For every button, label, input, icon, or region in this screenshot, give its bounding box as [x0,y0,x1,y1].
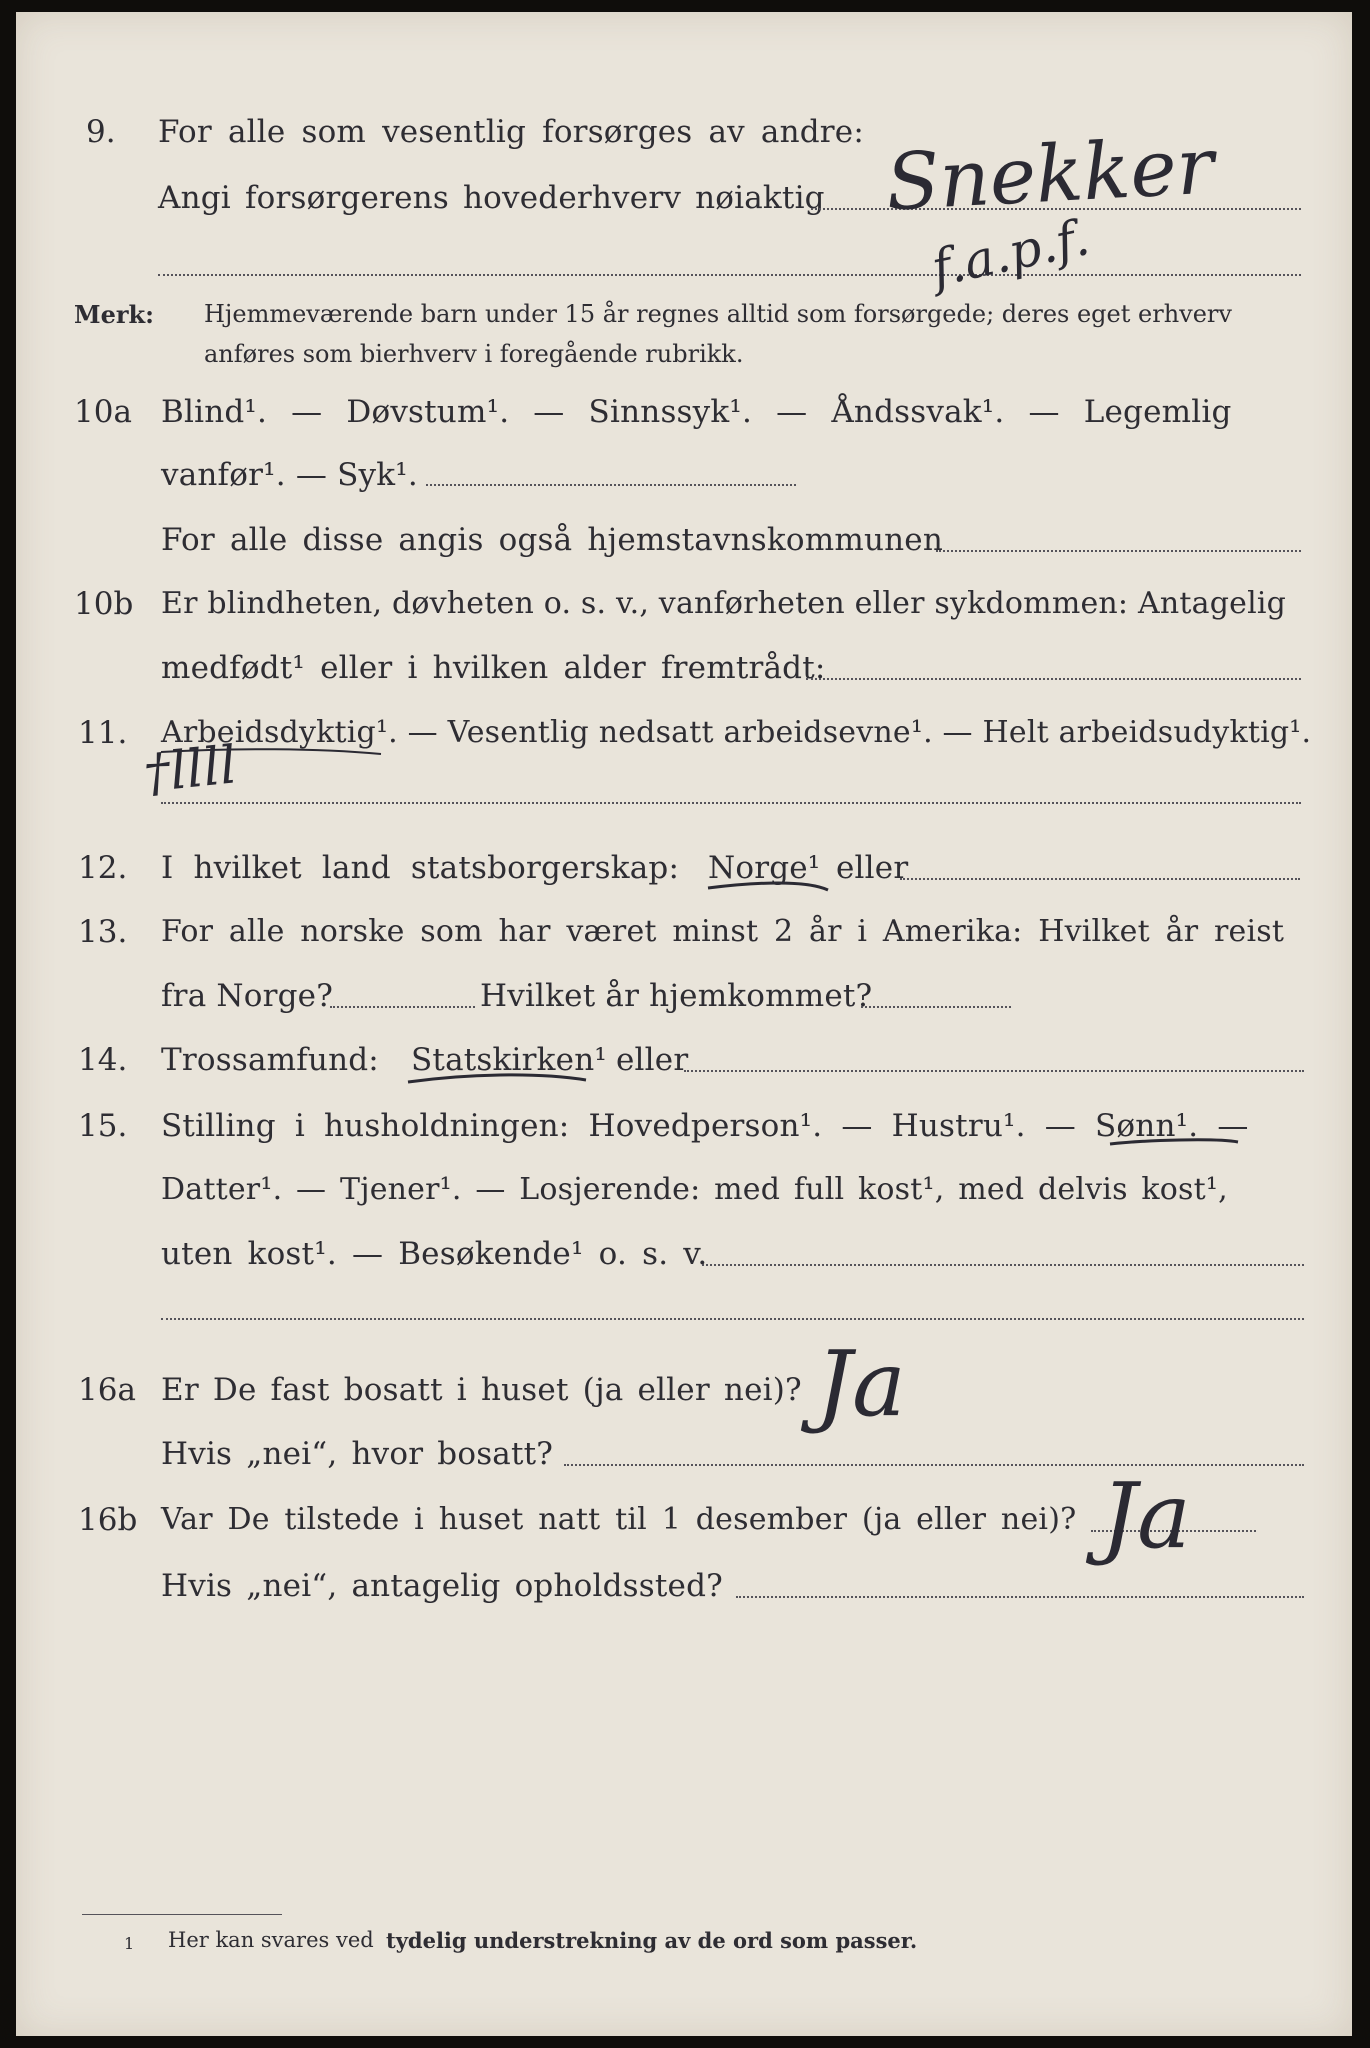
q13-line2a: fra Norge? [161,978,334,1014]
q14-pre: Trossamfund: [161,1042,379,1078]
q12-post: eller [836,850,909,886]
q13-number: 13. [78,914,128,950]
q15-number: 15. [78,1108,128,1144]
q14-post: eller [616,1042,689,1078]
q10b-line1: Er blindheten, døvheten o. s. v., vanførheten eller sykdommen: Antagelig [161,586,1287,621]
footnote-pre: Her kan svares ved [168,1928,374,1952]
q13-line1: For alle norske som har været minst 2 år i Amerika: Hvilket år reist [161,914,1285,949]
q9-answer-handwriting: Snekker [883,121,1216,229]
q10b-line2: medfødt¹ eller i hvilken alder fremtrådt: [161,650,826,686]
q11-line1: Arbeidsdyktig¹. — Vesentlig nedsatt arbeidsevne¹. — Helt arbeidsudyktig¹. [161,715,1312,750]
q16a-line1: Er De fast bosatt i huset (ja eller nei)? [161,1372,802,1408]
q16b-line2: Hvis „nei“, antagelig opholdssted? [161,1568,723,1604]
merk-line1: Hjemmeværende barn under 15 år regnes alltid som forsørgede; deres eget erhverv [204,300,1232,328]
q10a-line2: vanfør¹. — Syk¹. [161,457,418,493]
q10b-number: 10b [74,586,134,622]
q10a-line1: Blind¹. — Døvstum¹. — Sinnssyk¹. — Åndssvak¹. — Legemlig [161,394,1232,430]
q16b-line1: Var De tilstede i huset natt til 1 desember (ja eller nei)? [161,1502,1077,1537]
q11-mark-handwriting: †llll [141,735,240,805]
q15-line3: uten kost¹. — Besøkende¹ o. s. v. [161,1236,708,1272]
q12-pre: I hvilket land statsborgerskap: [161,850,680,886]
q10a-number: 10a [74,394,132,430]
q12-norge: Norge¹ [708,850,821,886]
q9-line1: For alle som vesentlig forsørges av andre: [158,114,864,150]
merk-line2: anføres som bierhverv i foregående rubrikk. [204,340,744,368]
q11-number: 11. [78,715,128,751]
q16a-number: 16a [78,1372,136,1408]
q9-answer2-handwriting: f.a.p.f. [926,208,1095,298]
q10a-line3: For alle disse angis også hjemstavnskommunen [161,522,943,558]
q13-line2b: Hvilket år hjemkommet? [480,978,873,1014]
q16b-answer-handwriting: Ja [1101,1464,1191,1569]
handwritten-underlines [16,12,1352,2036]
q14-number: 14. [78,1042,128,1078]
q16a-line2: Hvis „nei“, hvor bosatt? [161,1436,554,1472]
q9-line2: Angi forsørgerens hovederhverv nøiaktig [158,180,825,216]
footnote-mark: 1 [124,1934,135,1953]
q16a-answer-handwriting: Ja [816,1332,906,1437]
q14-kirke: Statskirken¹ [411,1042,607,1078]
q15-line1: Stilling i husholdningen: Hovedperson¹. — Hustru¹. — Sønn¹. — [161,1108,1249,1144]
q12-number: 12. [78,850,128,886]
q9-number: 9. [86,114,116,150]
merk-label: Merk: [74,300,154,329]
census-form-page [16,12,1352,2036]
q15-line2: Datter¹. — Tjener¹. — Losjerende: med full kost¹, med delvis kost¹, [161,1172,1228,1207]
footnote-bold: tydelig understrekning av de ord som passer. [386,1928,918,1953]
q16b-number: 16b [78,1502,138,1538]
